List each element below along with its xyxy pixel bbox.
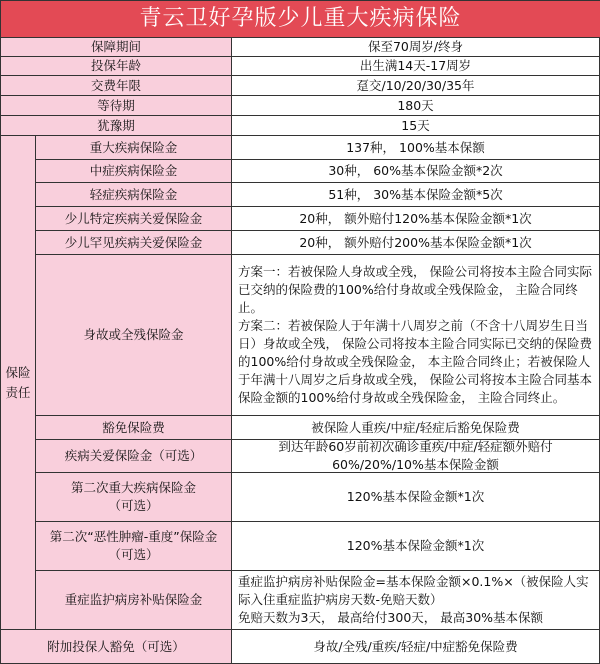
footer-label xyxy=(0,630,232,664)
coverage-label-text: 少儿特定疾病关爱保险金 xyxy=(64,210,203,226)
row-value-text: 15天 xyxy=(401,117,430,133)
row-label-text: 投保年龄 xyxy=(90,58,141,73)
footer-label-text: 附加投保人豁免（可选） xyxy=(47,638,185,654)
row-value-text: 出生满14天-17周岁 xyxy=(359,58,472,73)
row-label xyxy=(0,96,232,116)
coverage-value-text: 重症监护病房补贴保险金=基本保险金额×0.1%×（被保险人实际入住重症监护病房天数-免赔天数） 免赔天数为3天， 最高给付300天， 最高30%基本保额 xyxy=(238,574,589,625)
coverage-label-text: 中症疾病保险金 xyxy=(89,163,178,178)
coverage-label xyxy=(36,231,232,255)
coverage-label xyxy=(36,522,232,571)
coverage-label-text: 豁免保险费 xyxy=(102,419,165,435)
coverage-label-text: 少儿罕见疾病关爱保险金 xyxy=(64,234,203,250)
row-label-text: 保障期间 xyxy=(90,39,141,54)
coverage-value xyxy=(232,571,600,630)
coverage-value-text: 51种， 30%基本保险金额*5次 xyxy=(328,186,503,202)
coverage-label-text: 第二次重大疾病保险金 （可选） xyxy=(70,480,196,513)
coverage-label xyxy=(36,255,232,416)
coverage-value xyxy=(232,136,600,160)
row-label-text: 犹豫期 xyxy=(97,117,135,133)
coverage-label-text: 重症监护病房补贴保险金 xyxy=(64,592,203,607)
coverage-value-text: 20种， 额外赔付200%基本保险金额*1次 xyxy=(299,234,532,250)
row-label-text: 等待期 xyxy=(97,97,135,113)
coverage-value-text: 20种， 额外赔付120%基本保险金额*1次 xyxy=(299,210,532,226)
row-label xyxy=(0,38,232,57)
coverage-value-text: 被保险人重疾/中症/轻症后豁免保险费 xyxy=(311,419,520,435)
coverage-value xyxy=(232,416,600,440)
coverage-value xyxy=(232,160,600,183)
section-label-insurance-duty xyxy=(0,136,36,630)
coverage-value-text: 方案一：若被保险人身故或全残， 保险公司将按本主险合同实际已交纳的保险费的100%给付身故或全残保险金， 主险合同终止。 方案二：若被保险人于年满十八周岁之前（不含十八周岁生日当日）身故或全残， 保险公司将按本主险合同实际已交纳的保险费的100%给付身故或全残保险金， 本主险合同终止；若被保险人于年满十八周岁之后身故或全残， 保险公司将按本主险合同基本保险金额的100%给付身故或全残保险金， 主险合同终止。 xyxy=(238,264,592,405)
coverage-label-text: 轻症疾病保险金 xyxy=(89,186,178,202)
section-label-insurance-duty-text: 保险 责任 xyxy=(5,364,31,400)
coverage-label-text: 重大疾病保险金 xyxy=(89,139,178,155)
coverage-label xyxy=(36,207,232,231)
coverage-value-text: 120%基本保险金额*1次 xyxy=(346,489,485,504)
coverage-label-text: 身故或全残保险金 xyxy=(83,327,184,342)
coverage-value xyxy=(232,473,600,522)
row-value xyxy=(232,96,600,116)
coverage-value xyxy=(232,183,600,207)
coverage-value xyxy=(232,255,600,416)
row-value-text: 保至70周岁/终身 xyxy=(367,39,464,54)
coverage-label xyxy=(36,136,232,160)
coverage-value xyxy=(232,522,600,571)
row-value xyxy=(232,76,600,96)
row-value xyxy=(232,57,600,76)
coverage-label xyxy=(36,416,232,440)
coverage-label xyxy=(36,473,232,522)
coverage-label-text: 第二次“恶性肿瘤-重度”保险金 （可选） xyxy=(49,529,218,562)
coverage-value xyxy=(232,231,600,255)
row-value xyxy=(232,38,600,57)
page-title-text: 青云卫好孕版少儿重大疾病保险 xyxy=(139,6,462,31)
coverage-value xyxy=(232,440,600,473)
footer-value xyxy=(232,630,600,664)
coverage-value-text: 30种， 60%基本保险金额*2次 xyxy=(328,163,503,178)
row-label xyxy=(0,116,232,136)
row-value xyxy=(232,116,600,136)
coverage-label-text: 疾病关爱保险金（可选） xyxy=(64,448,203,463)
coverage-value xyxy=(232,207,600,231)
row-label-text: 交费年限 xyxy=(90,77,141,93)
coverage-label xyxy=(36,183,232,207)
page-title xyxy=(0,0,600,38)
footer-value-text: 身故/全残/重疾/轻症/中症豁免保险费 xyxy=(313,638,518,654)
row-value-text: 趸交/10/20/30/35年 xyxy=(356,77,475,93)
coverage-label xyxy=(36,440,232,473)
row-label xyxy=(0,57,232,76)
coverage-value-text: 到达年龄60岁前初次确诊重疾/中症/轻症额外赔付 60%/20%/10%基本保险金额 xyxy=(278,440,553,472)
coverage-label xyxy=(36,571,232,630)
row-value-text: 180天 xyxy=(397,97,434,113)
coverage-label xyxy=(36,160,232,183)
coverage-value-text: 120%基本保险金额*1次 xyxy=(346,538,485,553)
row-label xyxy=(0,76,232,96)
coverage-value-text: 137种， 100%基本保额 xyxy=(346,139,485,155)
